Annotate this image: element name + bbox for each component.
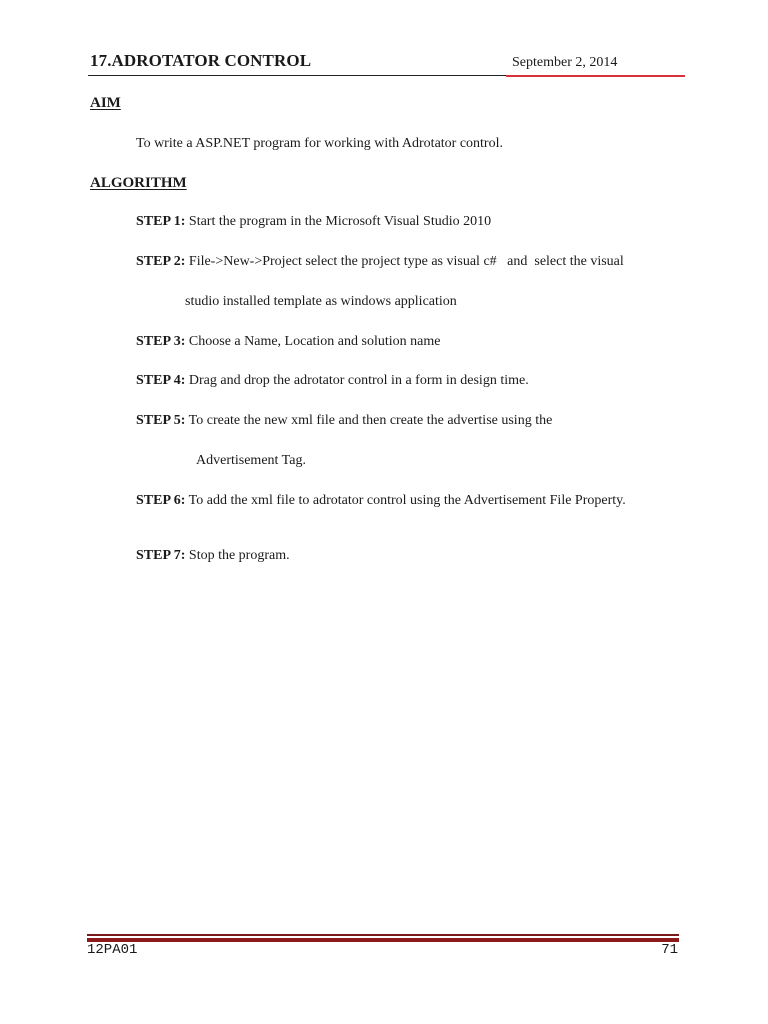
step-text: To create the new xml file and then create the advertise using the	[188, 413, 553, 428]
step-2	[136, 254, 624, 270]
footer-course-code: 12PA01	[87, 942, 138, 958]
footer-divider-thin	[87, 934, 679, 936]
aim-heading: AIM	[90, 95, 121, 111]
step-text: Drag and drop the adrotator control in a form in design time.	[188, 373, 529, 388]
step-3	[136, 334, 440, 350]
header-date: September 2, 2014	[512, 55, 618, 70]
step-label: STEP 2:	[136, 254, 186, 269]
step-text: File->New->Project select the project type as visual c# and select the visual	[188, 254, 624, 269]
step-text: To add the xml file to adrotator control using the Advertisement File Property.	[188, 493, 626, 508]
page-number: 71	[661, 942, 678, 958]
step-text: Choose a Name, Location and solution name	[188, 334, 441, 349]
step-label: STEP 5:	[136, 413, 186, 428]
step-4	[136, 373, 529, 389]
algorithm-heading: ALGORITHM	[90, 175, 187, 191]
step-label: STEP 6:	[136, 493, 186, 508]
footer-divider-thick	[87, 938, 679, 942]
step-label: STEP 3:	[136, 334, 186, 349]
step-label: STEP 4:	[136, 373, 186, 388]
step-6	[136, 493, 626, 509]
step-1	[136, 214, 491, 230]
step-label: STEP 1:	[136, 214, 186, 229]
step-label: STEP 7:	[136, 548, 186, 563]
aim-text: To write a ASP.NET program for working with Adrotator control.	[136, 136, 503, 151]
page-title: 17.ADROTATOR CONTROL	[90, 51, 312, 70]
header-accent-divider	[506, 75, 685, 77]
step-2-continuation: studio installed template as windows application	[185, 294, 457, 309]
step-5	[136, 413, 552, 429]
step-text: Stop the program.	[188, 548, 290, 563]
step-text: Start the program in the Microsoft Visual Studio 2010	[188, 214, 492, 229]
step-5-continuation: Advertisement Tag.	[196, 453, 306, 468]
step-7	[136, 548, 290, 564]
